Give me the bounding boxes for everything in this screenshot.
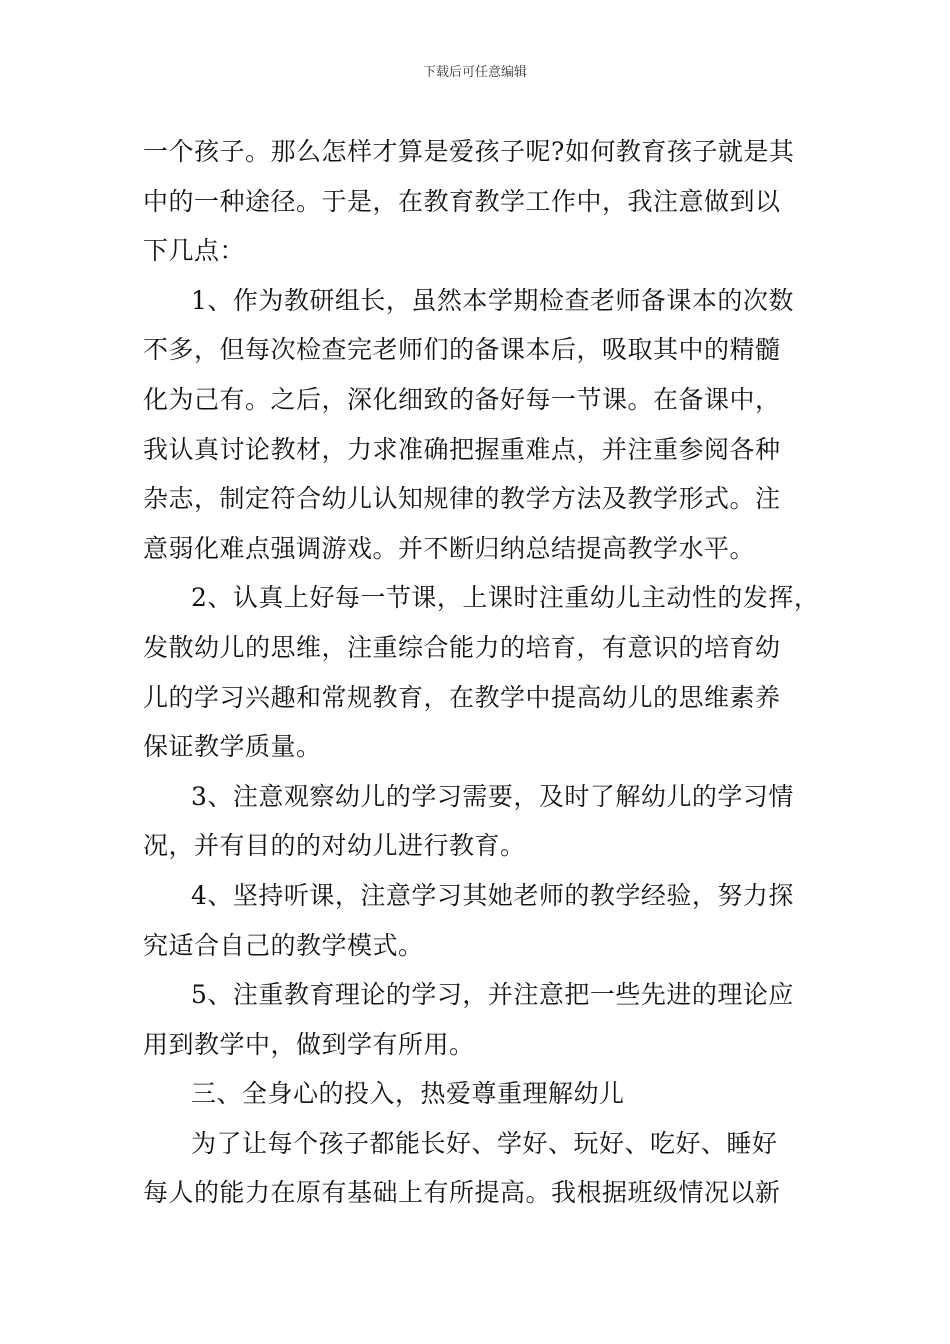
text-line: 5、注重教育理论的学习，并注意把一些先进的理论应 [191, 980, 794, 1010]
text-line: 意弱化难点强调游戏。并不断归纳总结提高教学水平。 [143, 533, 756, 563]
text-line: 儿的学习兴趣和常规教育，在教学中提高幼儿的思维素养 [143, 682, 781, 712]
text-line: 为了让每个孩子都能长好、学好、玩好、吃好、睡好 [191, 1128, 778, 1158]
text-line: 不多，但每次检查完老师们的备课本后，吸取其中的精髓 [143, 335, 781, 365]
text-line: 保证教学质量。 [143, 732, 322, 762]
text-line: 3、注意观察幼儿的学习需要，及时了解幼儿的学习情 [191, 781, 794, 811]
text-line: 中的一种途径。于是，在教育教学工作中，我注意做到以 [143, 186, 781, 216]
text-line: 究适合自己的教学模式。 [143, 930, 424, 960]
text-line: 4、坚持听课，注意学习其她老师的教学经验，努力探 [191, 880, 794, 910]
text-line: 况，并有目的的对幼儿进行教育。 [143, 831, 526, 861]
text-line: 1、作为教研组长，虽然本学期检查老师备课本的次数 [191, 285, 794, 315]
page-header: 下载后可任意编辑 [422, 65, 527, 80]
text-line: 我认真讨论教材，力求准确把握重难点，并注重参阅各种 [143, 434, 781, 464]
document-body [143, 127, 820, 1218]
text-line: 2、认真上好每一节课，上课时注重幼儿主动性的发挥， [191, 583, 820, 613]
text-line: 杂志，制定符合幼儿认知规律的教学方法及教学形式。注 [143, 484, 781, 514]
text-line: 三、全身心的投入，热爱尊重理解幼儿 [191, 1079, 625, 1109]
text-line: 每人的能力在原有基础上有所提高。我根据班级情况以新 [143, 1178, 781, 1208]
text-line: 化为己有。之后，深化细致的备好每一节课。在备课中， [143, 384, 781, 414]
text-line: 一个孩子。那么怎样才算是爱孩子呢?如何教育孩子就是其 [143, 137, 795, 166]
text-line: 用到教学中，做到学有所用。 [143, 1029, 475, 1059]
text-line: 发散幼儿的思维，注重综合能力的培育，有意识的培育幼 [143, 632, 781, 662]
text-line: 下几点： [143, 236, 246, 266]
